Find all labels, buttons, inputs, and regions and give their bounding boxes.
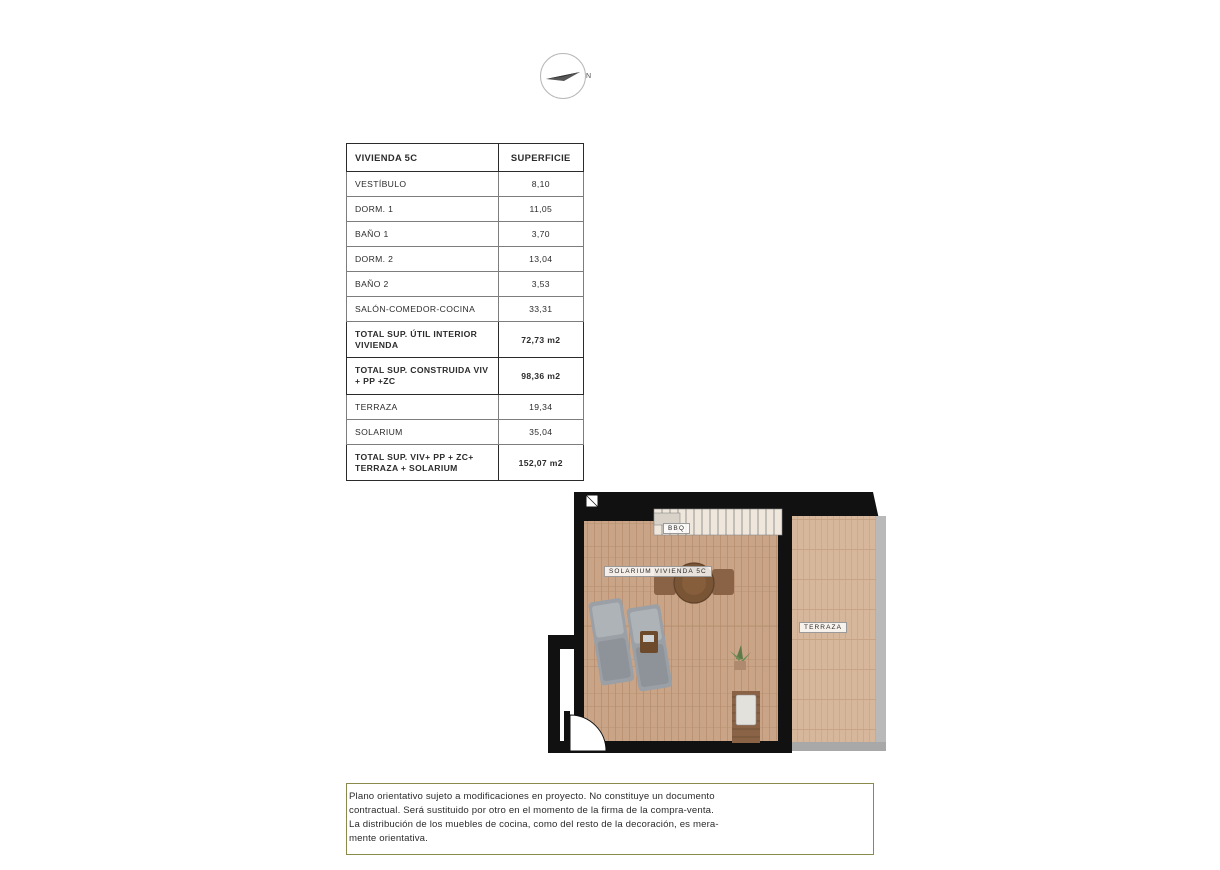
row-value: 72,73 m2 <box>498 322 583 358</box>
surface-area-table <box>346 143 584 481</box>
table-row <box>347 272 584 297</box>
row-label: DORM. 2 <box>347 247 499 272</box>
row-value: 11,05 <box>498 197 583 222</box>
row-label: TOTAL SUP. VIV+ PP + ZC+ TERRAZA + SOLARIUM <box>347 444 499 480</box>
bbq-label: BBQ <box>663 523 690 534</box>
row-value: 8,10 <box>498 172 583 197</box>
row-label: TOTAL SUP. ÚTIL INTERIOR VIVIENDA <box>347 322 499 358</box>
disclaimer-line-3: La distribución de los muebles de cocina, como del resto de la decoración, es mera- <box>349 818 719 830</box>
table-row <box>347 222 584 247</box>
table-row <box>347 197 584 222</box>
row-value: 19,34 <box>498 394 583 419</box>
row-label: SOLARIUM <box>347 419 499 444</box>
row-value: 35,04 <box>498 419 583 444</box>
compass-rose <box>540 53 590 103</box>
row-label: BAÑO 1 <box>347 222 499 247</box>
disclaimer-line-1: Plano orientativo sujeto a modificaciones en proyecto. No constituye un documento <box>349 791 715 802</box>
row-label: DORM. 1 <box>347 197 499 222</box>
row-value: 33,31 <box>498 297 583 322</box>
row-value: 3,53 <box>498 272 583 297</box>
row-label: VESTÍBULO <box>347 172 499 197</box>
terraza-label: TERRAZA <box>799 622 847 633</box>
row-label: BAÑO 2 <box>347 272 499 297</box>
row-label: TERRAZA <box>347 394 499 419</box>
table-header-row <box>347 144 584 172</box>
row-value: 98,36 m2 <box>498 358 583 394</box>
disclaimer-line-2: contractual. Será sustituido por otro en el momento de la firma de la compra-venta. <box>349 804 714 816</box>
row-value: 3,70 <box>498 222 583 247</box>
solarium-label: SOLARIUM VIVIENDA 5C <box>604 566 712 577</box>
table-row <box>347 172 584 197</box>
row-value: 13,04 <box>498 247 583 272</box>
table-header-area: SUPERFICIE <box>498 144 583 172</box>
outdoor-shower <box>732 691 760 743</box>
floorplan-drawing <box>546 489 886 757</box>
row-label: SALÓN-COMEDOR-COCINA <box>347 297 499 322</box>
row-label: TOTAL SUP. CONSTRUIDA VIV + PP +ZC <box>347 358 499 394</box>
table-row-total <box>347 358 584 394</box>
table-row <box>347 297 584 322</box>
disclaimer-box <box>346 783 874 855</box>
compass-north-label: N <box>586 73 592 80</box>
table-row <box>347 394 584 419</box>
disclaimer-line-4: mente orientativa. <box>349 832 428 844</box>
table-row <box>347 247 584 272</box>
compass-needle-icon <box>540 53 590 103</box>
table-row <box>347 419 584 444</box>
table-row-total <box>347 322 584 358</box>
table-row-total <box>347 444 584 480</box>
row-value: 152,07 m2 <box>498 444 583 480</box>
table-header-unit: VIVIENDA 5C <box>347 144 499 172</box>
